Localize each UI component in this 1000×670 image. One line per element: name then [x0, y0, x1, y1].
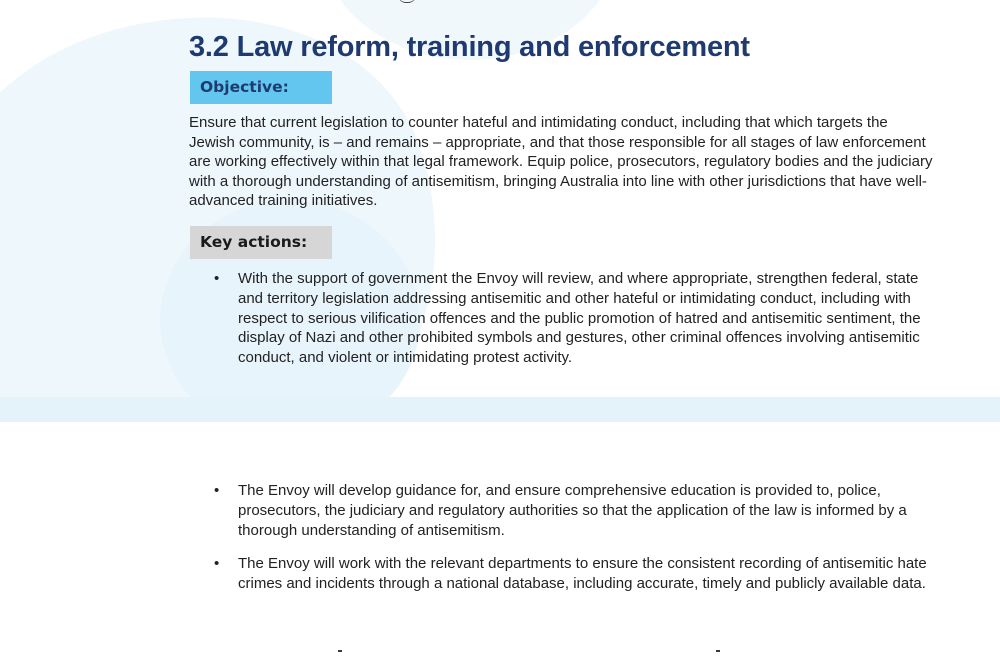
section-heading: 3.2 Law reform, training and enforcement [189, 31, 750, 63]
cut-off-text-fragment [716, 650, 720, 658]
list-item [191, 269, 929, 368]
list-item-text: With the support of government the Envoy will review, and where appropriate, strengthen federal, state and territory legislation addressing antisemitic and other hateful or intimidating conduct, including with respect to serious vilification offences and the public promotion of hatred and antisemitic sentiment, the display of Nazi and other prohibited symbols and gestures, other criminal offences involving antisemitic conduct, and violent or intimidating protest activity. [238, 270, 921, 367]
bullet-icon: • [214, 270, 220, 287]
list-item-text: The Envoy will work with the relevant departments to ensure the consistent recording of antisemitic hate crimes and incidents through a national database, including accurate, timely and publicly available data. [238, 555, 927, 593]
bullet-icon: • [214, 482, 220, 499]
bullet-icon: • [214, 555, 220, 573]
key-actions-list [191, 269, 929, 382]
key-actions-list-continued [191, 481, 929, 608]
list-item [191, 481, 929, 540]
objective-label: Objective: [190, 71, 332, 104]
objective-text: Ensure that current legislation to counter hateful and intimidating conduct, including that which targets the Jewish community, is – and remains – appropriate, and that those responsible for all stages of law enforcement are working effectively within that legal framework. Equip police, prosecutors, regulatory bodies and the judiciary with a thorough understanding of antisemitism, bringing Australia into line with other jurisdictions that have well-advanced training initiatives. [189, 114, 933, 209]
cut-off-text-fragment [338, 650, 342, 658]
list-item [191, 554, 929, 594]
page-footer-band [0, 397, 1000, 422]
key-actions-label: Key actions: [190, 226, 332, 259]
list-item-text: The Envoy will develop guidance for, and ensure comprehensive education is provided to, police, prosecutors, the judiciary and regulatory authorities so that the application of the law is informed by a thorough understanding of antisemitism. [238, 482, 907, 539]
